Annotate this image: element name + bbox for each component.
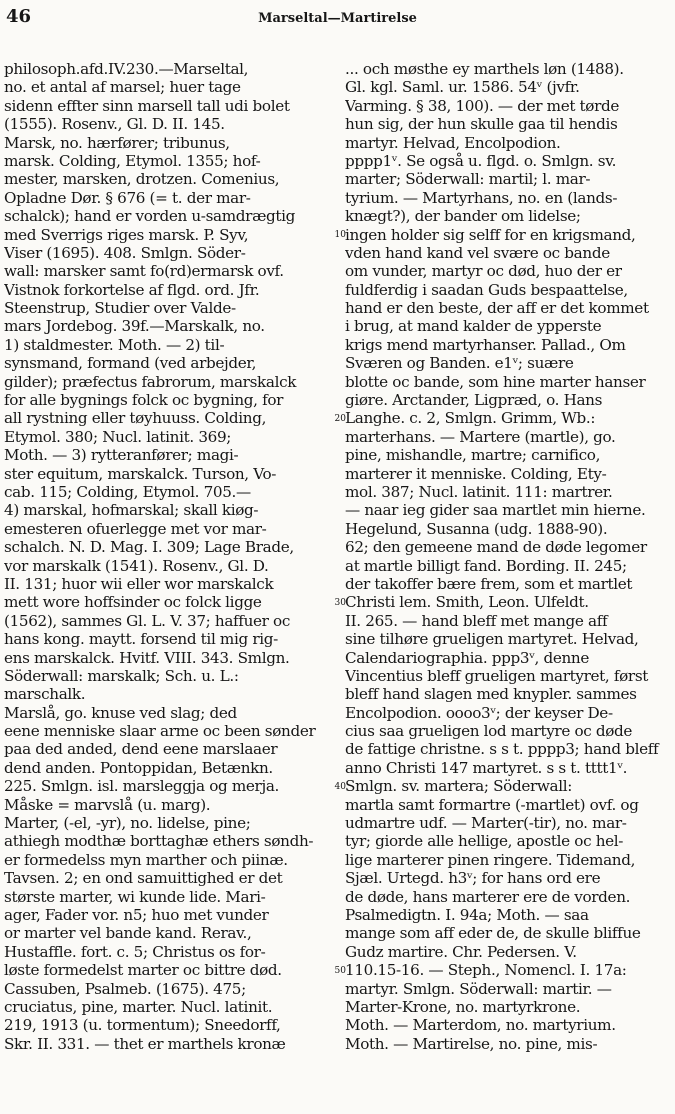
text-line: Vistnok forkortelse af flgd. ord. Jfr. <box>4 280 260 299</box>
text-line: all rystning eller tøyhuuss. Colding, <box>4 409 267 428</box>
text-line: de døde, hans marterer ere de vorden. <box>345 887 631 906</box>
text-line: 4) marskal, hofmarskal; skall kiøg- <box>4 501 259 520</box>
text-line: mol. 387; Nucl. latinit. 111: martrer. <box>345 482 613 501</box>
text-line: med Sverrigs riges marsk. P. Syv, <box>4 225 249 244</box>
text-line: for alle bygnings folck oc bygning, for <box>4 391 284 410</box>
text-line: der takoffer bære frem, som et martlet <box>345 574 633 593</box>
text-line: philosoph.afd.IV.230.—Marseltal, <box>4 60 249 78</box>
text-line: at martle billigt fand. Bording. II. 245; <box>345 556 627 575</box>
text-line: 62; den gemeene mand de døde legomer <box>345 538 647 557</box>
text-line: største marter, wi kunde lide. Mari- <box>4 887 266 906</box>
text-line: marsk. Colding, Etymol. 1355; hof- <box>4 151 261 170</box>
text-line: martyr. Helvad, Encolpodion. <box>345 133 561 152</box>
text-line: paa ded anded, dend eene marslaaer <box>4 740 278 759</box>
text-line: (1555). Rosenv., Gl. D. II. 145. <box>4 115 225 134</box>
text-line: 110.15-16. — Steph., Nomencl. I. 17a: <box>345 961 627 980</box>
text-line: hand er den beste, der aff er det kommet <box>345 299 649 318</box>
text-line: Encolpodion. oooo3ᵛ; der keyser De- <box>345 703 613 722</box>
text-line: Marslå, go. knuse ved slag; ded <box>4 703 237 722</box>
text-line: Smlgn. sv. martera; Söderwall: <box>345 777 573 796</box>
text-line: Söderwall: marskalk; Sch. u. L.: <box>4 666 239 685</box>
text-line: Hegelund, Susanna (udg. 1888-90). <box>345 519 608 538</box>
text-line: marschalk. <box>4 685 86 704</box>
text-line: martla samt formartre (-martlet) ovf. og <box>345 795 639 814</box>
text-line: II. 265. — hand bleff met mange aff <box>345 611 608 630</box>
text-line: schalch. N. D. Mag. I. 309; Lage Brade, <box>4 538 294 557</box>
text-line: Etymol. 380; Nucl. latinit. 369; <box>4 427 232 446</box>
text-line: giøre. Arctander, Ligpræd, o. Hans <box>345 391 603 410</box>
text-line: Hustaffle. fort. c. 5; Christus os for- <box>4 942 266 961</box>
text-line: ... och møsthe ey marthels løn (1488). <box>345 60 624 78</box>
text-line: marter; Söderwall: martil; l. mar- <box>345 170 591 189</box>
text-line: eene menniske slaar arme oc been sønder <box>4 722 316 741</box>
line-number: 10 <box>334 229 346 240</box>
text-line: Gl. kgl. Saml. ur. 1586. 54ᵛ (jvfr. <box>345 78 580 97</box>
text-line: mett wore hoffsinder oc folck ligge <box>4 593 262 612</box>
text-line: er formedelss myn marther och piinæ. <box>4 850 288 869</box>
text-line: Steenstrup, Studier over Valde- <box>4 299 236 318</box>
text-line: cruciatus, pine, marter. Nucl. latinit. <box>4 997 273 1016</box>
text-line: vor marskalk (1541). Rosenv., Gl. D. <box>4 556 269 575</box>
left-column <box>4 60 330 1053</box>
text-line: Sværen og Banden. e1ᵛ; suære <box>345 354 574 373</box>
text-line: Tavsen. 2; en ond samuittighed er det <box>4 869 283 888</box>
text-line: martyr. Smlgn. Söderwall: martir. — <box>345 979 612 998</box>
text-line: Calendariographia. ppp3ᵛ, denne <box>345 648 590 667</box>
text-line: pppp1ᵛ. Se også u. flgd. o. Smlgn. sv. <box>345 151 617 170</box>
text-line: Sjæl. Urtegd. h3ᵛ; for hans ord ere <box>345 869 601 888</box>
text-line: marterer it menniske. Colding, Ety- <box>345 464 607 483</box>
text-line: II. 131; huor wii eller wor marskalck <box>4 574 274 593</box>
text-line: løste formedelst marter oc bittre død. <box>4 961 282 980</box>
text-line: Cassuben, Psalmeb. (1675). 475; <box>4 979 246 998</box>
text-line: 219, 1913 (u. tormentum); Sneedorff, <box>4 1016 281 1035</box>
text-line: Marter-Krone, no. martyrkrone. <box>345 997 581 1016</box>
text-line: Moth. — Marterdom, no. martyrium. <box>345 1016 616 1035</box>
text-line: sidenn effter sinn marsell tall udi bolet <box>4 96 290 115</box>
text-line: mars Jordebog. 39f.—Marskalk, no. <box>4 317 265 336</box>
text-line: Skr. II. 331. — thet er marthels kronæ <box>4 1034 286 1053</box>
text-line: Moth. — 3) rytteranfører; magi- <box>4 446 239 465</box>
text-line: Marsk, no. hærfører; tribunus, <box>4 133 230 152</box>
text-line: lige marterer pinen ringere. Tidemand, <box>345 850 636 869</box>
line-number: 40 <box>334 781 346 792</box>
text-line: cius saa grueligen lod martyre oc døde <box>345 722 633 741</box>
text-line: Opladne Dør. § 676 (= t. der mar- <box>4 188 251 207</box>
text-line: pine, mishandle, martre; carnifico, <box>345 446 601 465</box>
text-line: Viser (1695). 408. Smlgn. Söder- <box>4 243 246 262</box>
line-number: 50 <box>334 965 346 976</box>
text-line: 225. Smlgn. isl. marsleggja og merja. <box>4 777 280 796</box>
text-line: Gudz martire. Chr. Pedersen. V. <box>345 942 577 961</box>
text-line: Psalmedigtn. I. 94a; Moth. — saa <box>345 905 589 924</box>
text-line: ster equitum, marskalck. Turson, Vo- <box>4 464 277 483</box>
text-line: tyrium. — Martyrhans, no. en (lands- <box>345 188 618 207</box>
text-line: — naar ieg gider saa martlet min hierne. <box>345 501 646 520</box>
text-line: gilder); præfectus fabrorum, marskalck <box>4 372 297 391</box>
text-line: hun sig, der hun skulle gaa til hendis <box>345 115 618 134</box>
line-number: 30 <box>334 597 346 608</box>
text-line: i brug, at mand kalder de ypperste <box>345 317 602 336</box>
text-line: Langhe. c. 2, Smlgn. Grimm, Wb.: <box>345 409 596 428</box>
text-line: udmartre udf. — Marter(-tir), no. mar- <box>345 814 627 833</box>
text-line: Måske = marvslå (u. marg). <box>4 795 211 814</box>
text-line: mester, marsken, drotzen. Comenius, <box>4 170 280 189</box>
line-number: 20 <box>334 413 346 424</box>
text-line: blotte oc bande, som hine marter hanser <box>345 372 646 391</box>
text-line: sine tilhøre grueligen martyret. Helvad, <box>345 630 639 649</box>
text-line: ens marskalck. Hvitf. VIII. 343. Smlgn. <box>4 648 290 667</box>
text-line: vden hand kand vel svære oc bande <box>345 243 610 262</box>
text-line: (1562), sammes Gl. L. V. 37; haffuer oc <box>4 611 290 630</box>
right-column <box>345 60 667 1053</box>
text-line: Marter, (-el, -yr), no. lidelse, pine; <box>4 814 251 833</box>
text-line: or marter vel bande kand. Rerav., <box>4 924 252 943</box>
text-line: dend anden. Pontoppidan, Betænkn. <box>4 758 273 777</box>
text-line: marterhans. — Martere (martle), go. <box>345 427 616 446</box>
text-line: 1) staldmester. Moth. — 2) til- <box>4 335 225 354</box>
text-line: Moth. — Martirelse, no. pine, mis- <box>345 1034 598 1053</box>
text-line: athiegh modthæ borttaghæ ethers søndh- <box>4 832 314 851</box>
text-line: om vunder, martyr oc død, huo der er <box>345 262 622 281</box>
text-line: de fattige christne. s s t. pppp3; hand bleff <box>345 740 659 759</box>
text-line: cab. 115; Colding, Etymol. 705.— <box>4 482 251 501</box>
text-line: ager, Fader vor. n5; huo met vunder <box>4 905 269 924</box>
text-line: anno Christi 147 martyret. s s t. tttt1ᵛ. <box>345 758 628 777</box>
text-line: emesteren ofuerlegge met vor mar- <box>4 519 267 538</box>
text-line: fuldferdig i saadan Guds bespaattelse, <box>345 280 628 299</box>
text-line: schalck); hand er vorden u-samdrægtig <box>4 207 295 226</box>
text-line: Vincentius bleff grueligen martyret, først <box>345 666 649 685</box>
text-line: bleff hand slagen med knypler. sammes <box>345 685 637 704</box>
text-line: Christi lem. Smith, Leon. Ulfeldt. <box>345 593 589 612</box>
text-line: synsmand, formand (ved arbejder, <box>4 354 257 373</box>
text-line: mange som aff eder de, de skulle bliffue <box>345 924 641 943</box>
text-line: tyr; giorde alle hellige, apostle oc hel- <box>345 832 624 851</box>
text-line: krigs mend martyrhanser. Pallad., Om <box>345 335 626 354</box>
text-line: ingen holder sig selff for en krigsmand, <box>345 225 636 244</box>
text-line: hans kong. maytt. forsend til mig rig- <box>4 630 278 649</box>
text-line: knægt?), der bander om lidelse; <box>345 207 581 226</box>
text-line: Varming. § 38, 100). — der met tørde <box>345 96 620 115</box>
text-line: wall: marsker samt fo(rd)ermarsk ovf. <box>4 262 284 281</box>
running-title: Marseltal—Martirelse <box>258 11 417 26</box>
page-header <box>6 6 669 28</box>
page-number: 46 <box>6 6 32 27</box>
text-line: no. et antal af marsel; huer tage <box>4 78 241 97</box>
